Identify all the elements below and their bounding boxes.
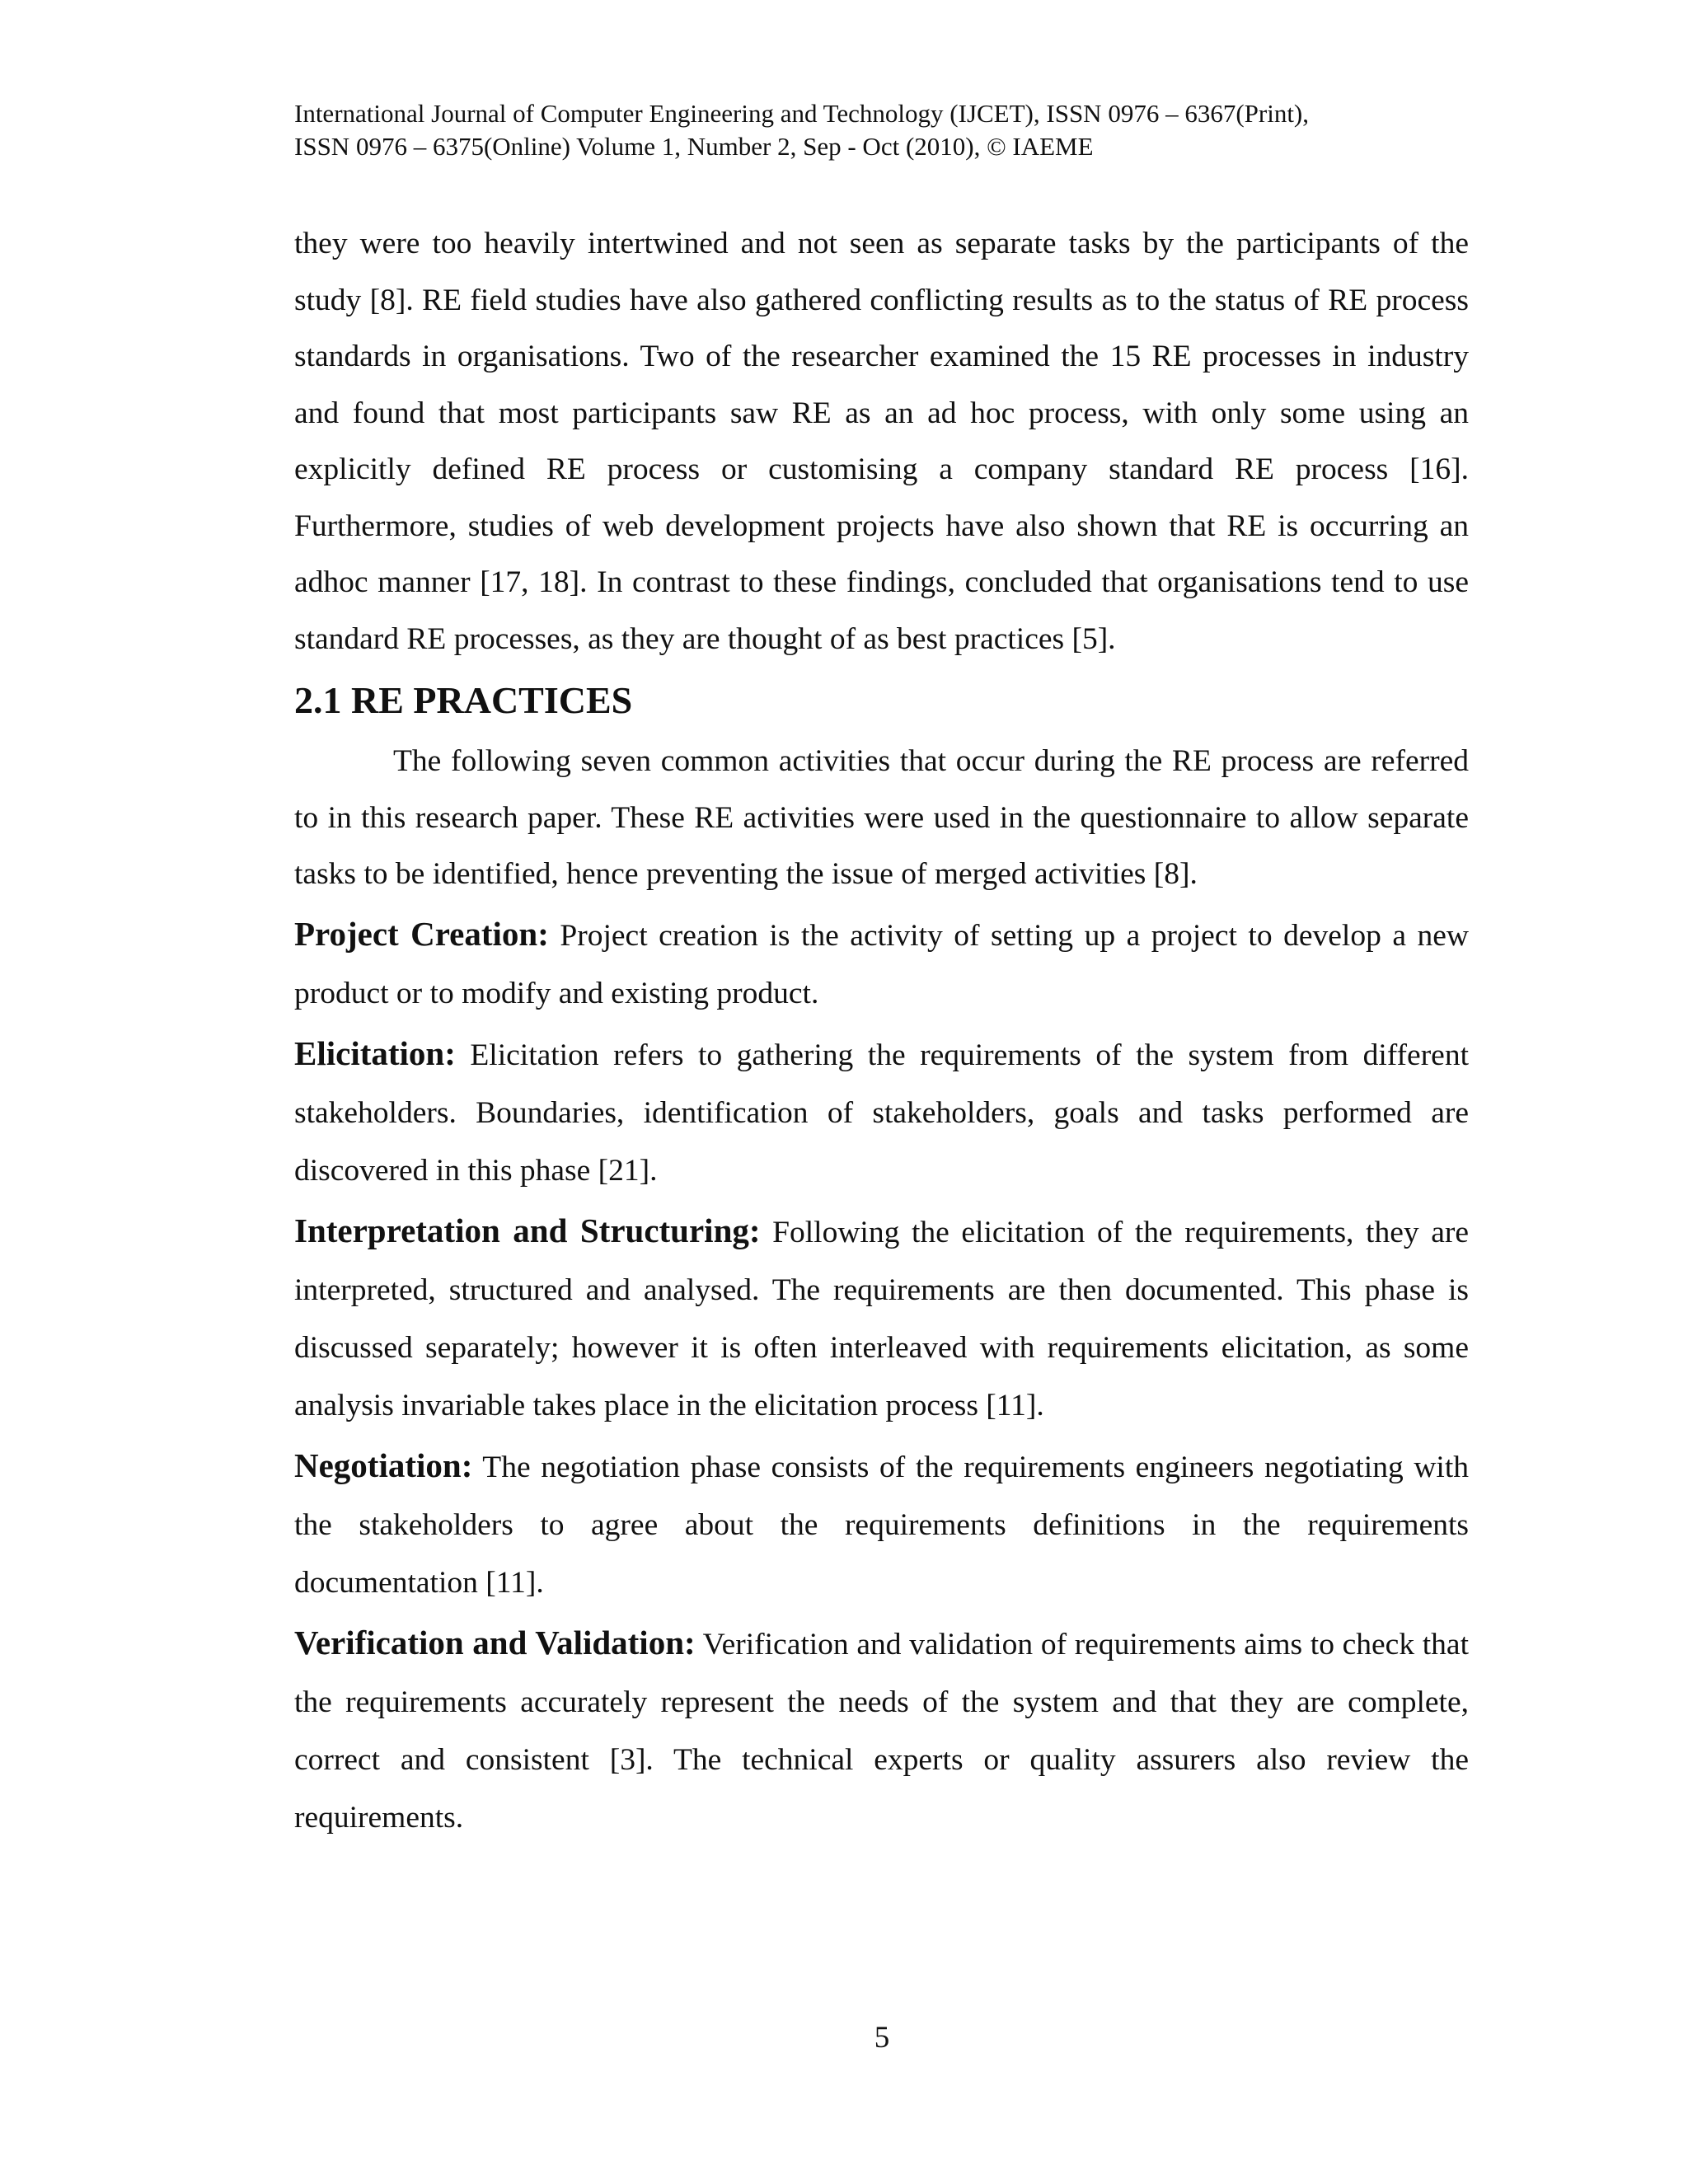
definition-text: The negotiation phase consists of the requirements engineers negotiating with the stakeholders to agree about the requirements definitions in the requirements documentation [11]. <box>294 1450 1469 1600</box>
journal-header-line-1: International Journal of Computer Engineering and Technology (IJCET), ISSN 0976 – 6367(Print), <box>294 99 1310 128</box>
definition-negotiation <box>294 1436 1469 1612</box>
definition-term: Project Creation: <box>294 914 549 953</box>
page-number: 5 <box>874 2021 890 2055</box>
journal-header-line-2: ISSN 0976 – 6375(Online) Volume 1, Number 2, Sep - Oct (2010), © IAEME <box>294 132 1094 161</box>
definition-term: Verification and Validation: <box>294 1623 696 1661</box>
journal-running-header <box>294 97 1465 163</box>
definition-project-creation <box>294 905 1469 1023</box>
definition-text: Elicitation refers to gathering the requirements of the system from different stakeholders. Boundaries, identification of stakeholders, goals and tasks performed are discovered in this phase [21]. <box>294 1038 1469 1188</box>
article-body <box>294 216 1469 1847</box>
definition-verification-validation <box>294 1614 1469 1847</box>
section-intro-paragraph: The following seven common activities that occur during the RE process are referred to in this research paper. These RE activities were used in the questionnaire to allow separate tasks to be identified, hence preventing the issue of merged activities [8]. <box>294 744 1469 891</box>
definition-elicitation <box>294 1024 1469 1200</box>
definition-interpretation-structuring <box>294 1202 1469 1435</box>
definition-text: Verification and validation of requirements aims to check that the requirements accurately represent the needs of the system and that they are complete, correct and consistent [3]. The technical experts or quality assurers also review the requirements. <box>294 1627 1470 1835</box>
definition-text: Following the elicitation of the requirements, they are interpreted, structured and analysed. The requirements are then documented. This phase is discussed separately; however it is often interleaved with requirements elicitation, as some analysis invariable takes place in the elicitation process [11]. <box>294 1215 1469 1422</box>
definition-text: Project creation is the activity of setting up a project to develop a new product or to modify and existing product. <box>294 918 1469 1010</box>
definition-term: Negotiation: <box>294 1446 473 1484</box>
section-heading: 2.1 RE PRACTICES <box>294 679 633 721</box>
intro-paragraph: they were too heavily intertwined and not seen as separate tasks by the participants of the study [8]. RE field studies have also gathered conflicting results as to the status of RE process standards in organisations. Two of the researcher examined the 15 RE processes in industry and found that most participants saw RE as an ad hoc process, with only some using an explicitly defined RE process or customising a company standard RE process [16]. Furthermore, studies of web development projects have also shown that RE is occurring an adhoc manner [17, 18]. In contrast to these findings, concluded that organisations tend to use standard RE processes, as they are thought of as best practices [5]. <box>294 227 1469 656</box>
definition-term: Elicitation: <box>294 1033 456 1072</box>
definition-term: Interpretation and Structuring: <box>294 1211 761 1249</box>
